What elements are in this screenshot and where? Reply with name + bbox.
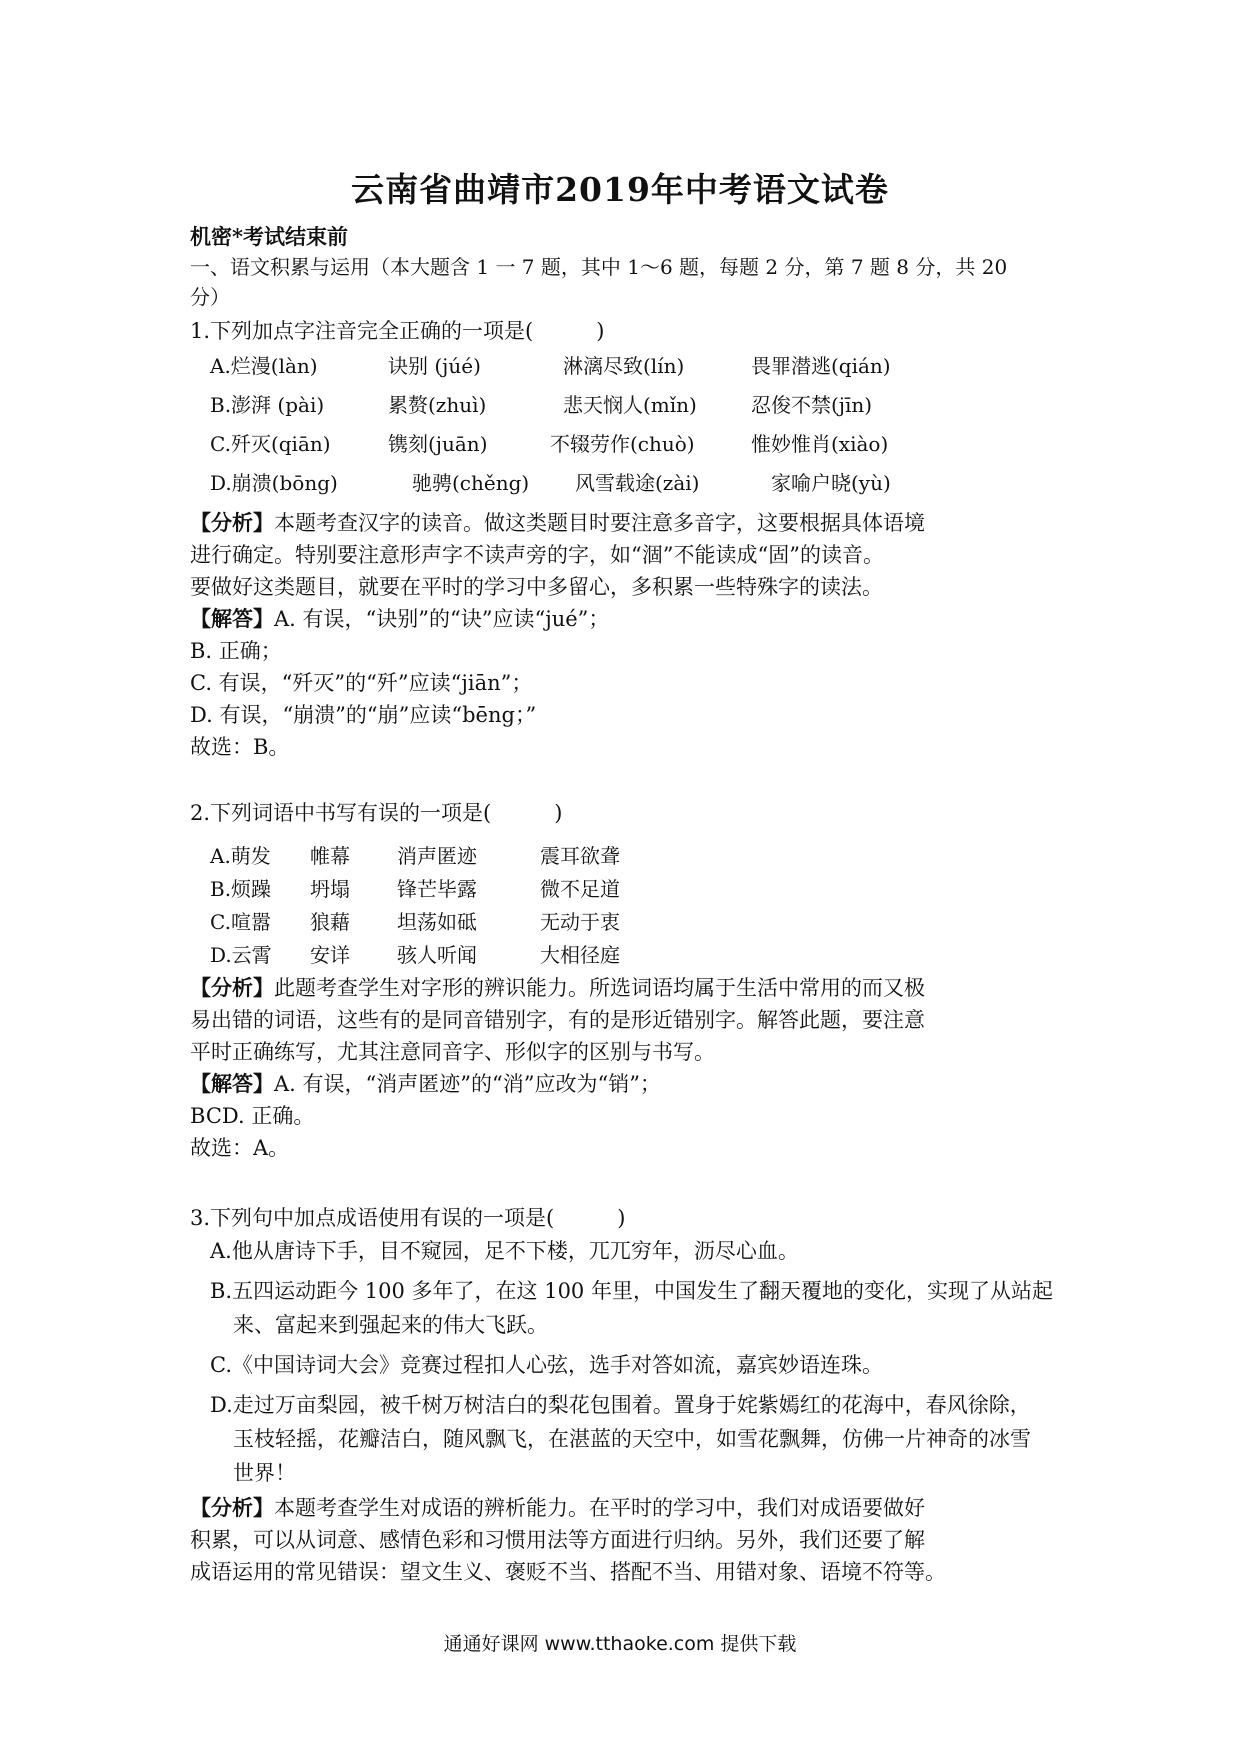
q2-analysis-1: 【分析】此题考查学生对字形的辨识能力。所选词语均属于生活中常用的而又极 — [190, 975, 925, 1000]
q2-a-1: A.萌发 — [210, 844, 271, 868]
q2-c-3: 坦荡如砥 — [397, 910, 477, 934]
q1-analysis-2: 进行确定。特别要注意形声字不读声旁的字，如“涸”不能读成“固”的读音。 — [190, 543, 884, 567]
q1-answer-1: 【解答】A. 有误，“诀别”的“诀”应读“jué”； — [190, 606, 610, 631]
q1-a-1: A.烂漫(làn) — [210, 354, 318, 378]
q3-analysis-1: 【分析】本题考查学生对成语的辨析能力。在平时的学习中，我们对成语要做好 — [190, 1495, 925, 1520]
q1-a-4: 畏罪潜逃(qián) — [751, 354, 891, 378]
q3-option-b: B.五四运动距今 100 多年了，在这 100 年里，中国发生了翻天覆地的变化，实现了从站起 — [210, 1279, 1053, 1303]
q3-option-d-cont2: 世界！ — [233, 1461, 296, 1485]
q1-c-4: 惟妙惟肖(xiào) — [751, 432, 889, 456]
q1-b-3: 悲天悯人(mǐn) — [563, 393, 697, 417]
q1-a-3: 淋漓尽致(lín) — [563, 354, 685, 378]
q3-stem: 3.下列句中加点成语使用有误的一项是( ) — [190, 1206, 626, 1230]
q2-analysis-3: 平时正确练写，尤其注意同音字、形似字的区别与书写。 — [190, 1040, 715, 1064]
q3-option-d: D.走过万亩梨园，被千树万树洁白的梨花包围着。置身于姹紫嫣红的花海中，春风徐除， — [210, 1393, 1031, 1417]
q1-answer-5: 故选：B。 — [190, 735, 290, 759]
q2-stem: 2.下列词语中书写有误的一项是( ) — [190, 801, 563, 825]
q1-stem: 1.下列加点字注音完全正确的一项是( ) — [190, 319, 605, 343]
page-title: 云南省曲靖市2019年中考语文试卷 — [351, 170, 889, 209]
q2-c-2: 狼藉 — [310, 910, 350, 934]
q1-c-1: C.歼灭(qiān) — [210, 432, 331, 456]
q1-a-2: 诀别 (júé) — [388, 354, 481, 378]
q3-option-a: A.他从唐诗下手，目不窥园，足不下楼，兀兀穷年，沥尽心血。 — [210, 1239, 799, 1263]
answer-label: 【解答】 — [190, 1071, 274, 1096]
q2-b-4: 微不足道 — [540, 877, 620, 901]
q1-analysis-3: 要做好这类题目，就要在平时的学习中多留心，多积累一些特殊字的读法。 — [190, 575, 883, 599]
footer-text: 通通好课网 www.tthaoke.com 提供下载 — [443, 1633, 797, 1655]
q3-analysis-2: 积累，可以从词意、感情色彩和习惯用法等方面进行归纳。另外，我们还要了解 — [190, 1528, 925, 1552]
q2-answer-1: 【解答】A. 有误，“消声匿迹”的“消”应改为“销”； — [190, 1071, 661, 1096]
section-heading-cont: 分） — [190, 285, 230, 309]
q2-c-1: C.喧嚣 — [210, 910, 271, 934]
q2-b-3: 锋芒毕露 — [397, 877, 477, 901]
q2-a-2: 帷幕 — [310, 844, 350, 868]
q2-a-3: 消声匿迹 — [397, 844, 477, 868]
q1-answer-2: B. 正确； — [190, 639, 282, 663]
q2-d-3: 骇人听闻 — [397, 943, 477, 967]
section-heading: 一、语文积累与运用（本大题含 1 一 7 题，其中 1～6 题，每题 2 分，第 7 题 8 分，共 20 — [190, 255, 1008, 279]
answer-label: 【解答】 — [190, 606, 274, 631]
q1-answer-4: D. 有误，“崩溃”的“崩”应读“bēng；” — [190, 703, 537, 727]
q2-d-2: 安详 — [310, 943, 350, 967]
q3-option-c: C.《中国诗词大会》竞赛过程扣人心弦，选手对答如流，嘉宾妙语连珠。 — [210, 1353, 883, 1377]
q3-analysis-3: 成语运用的常见错误：望文生义、褒贬不当、搭配不当、用错对象、语境不符等。 — [190, 1560, 946, 1584]
q1-b-1: B.澎湃 (pài) — [210, 393, 325, 417]
secret-label: 机密*考试结束前 — [190, 224, 348, 249]
q2-d-4: 大相径庭 — [540, 943, 620, 967]
q2-b-2: 坍塌 — [310, 877, 350, 901]
q1-c-2: 镌刻(juān) — [388, 432, 488, 456]
q2-b-1: B.烦躁 — [210, 877, 272, 901]
q3-option-b-cont: 来、富起来到强起来的伟大飞跃。 — [233, 1313, 548, 1337]
q1-b-4: 忍俊不禁(jīn) — [751, 393, 873, 417]
analysis-label: 【分析】 — [190, 1495, 274, 1520]
q2-answer-2: BCD. 正确。 — [190, 1104, 315, 1128]
q1-d-1: D.崩溃(bōng) — [210, 471, 338, 495]
q1-d-3: 风雪载途(zài) — [575, 471, 700, 495]
q1-analysis-1: 【分析】本题考查汉字的读音。做这类题目时要注意多音字，这要根据具体语境 — [190, 510, 925, 535]
analysis-label: 【分析】 — [190, 510, 274, 535]
q3-option-d-cont: 玉枝轻摇，花瓣洁白，随风飘飞，在湛蓝的天空中，如雪花飘舞，仿佛一片神奇的冰雪 — [233, 1427, 1031, 1451]
q2-a-4: 震耳欲聋 — [540, 844, 620, 868]
q1-c-3: 不辍劳作(chuò) — [550, 432, 695, 456]
q1-answer-3: C. 有误，“歼灭”的“歼”应读“jiān”； — [190, 671, 533, 695]
q1-d-4: 家喻户晓(yù) — [771, 471, 891, 495]
q2-analysis-2: 易出错的词语，这些有的是同音错别字，有的是形近错别字。解答此题，要注意 — [190, 1008, 925, 1032]
q1-d-2: 驰骋(chěng) — [412, 471, 530, 495]
q2-d-1: D.云霄 — [210, 943, 272, 967]
q1-b-2: 累赘(zhuì) — [388, 393, 487, 417]
analysis-label: 【分析】 — [190, 975, 274, 1000]
q2-answer-3: 故选：A。 — [190, 1136, 290, 1160]
q2-c-4: 无动于衷 — [540, 910, 620, 934]
